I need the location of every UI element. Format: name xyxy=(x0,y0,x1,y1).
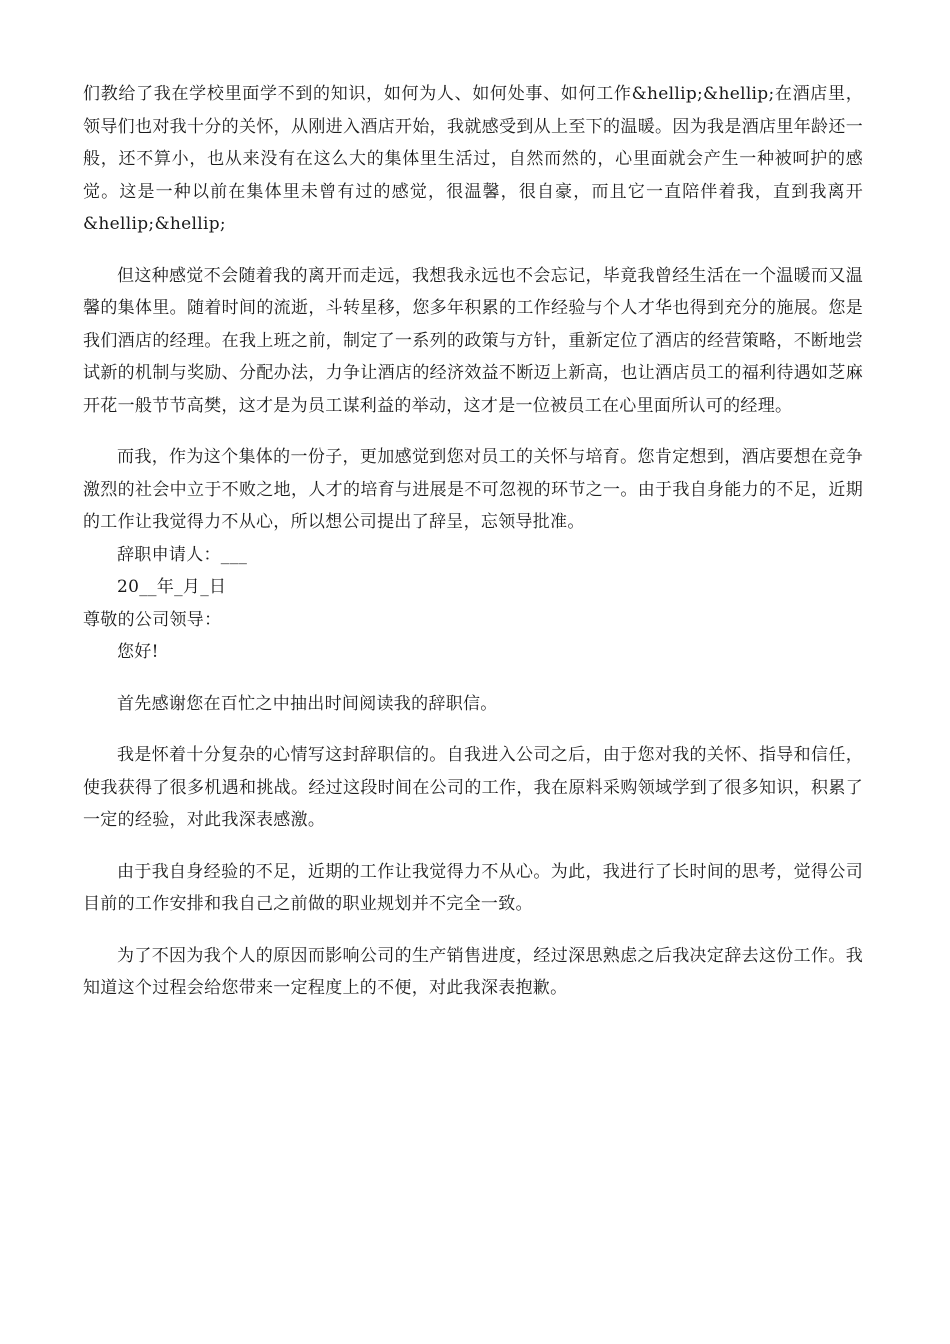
paragraph-thanks: 首先感谢您在百忙之中抽出时间阅读我的辞职信。 xyxy=(117,693,498,714)
salutation: 尊敬的公司领导： xyxy=(83,609,222,630)
greeting: 您好! xyxy=(117,642,159,662)
document-body xyxy=(83,78,863,1005)
paragraph-experience: 我是怀着十分复杂的心情写这封辞职信的。自我进入公司之后，由于您对我的关怀、指导和信任，使我获得了很多机遇和挑战。经过这段时间在公司的工作，我在原料采购领域学到了很多知识，积累了一定的经验，对此我深表感激。 xyxy=(83,745,863,830)
applicant-signature-line: 辞职申请人：___ xyxy=(117,544,248,565)
paragraph-resignation-reason: 而我，作为这个集体的一份子，更加感觉到您对员工的关怀与培育。您肯定想到，酒店要想在竞争激烈的社会中立于不败之地，人才的培育与进展是不可忽视的环节之一。由于我自身能力的不足，近期的工作让我觉得力不从心，所以想公司提出了辞呈，忘领导批准。 xyxy=(83,447,863,532)
date-line: 20__年_月_日 xyxy=(117,577,227,597)
paragraph-decision: 为了不因为我个人的原因而影响公司的生产销售进度，经过深思熟虑之后我决定辞去这份工作。我知道这个过程会给您带来一定程度上的不便，对此我深表抱歉。 xyxy=(83,945,863,998)
paragraph-continued: 们教给了我在学校里面学不到的知识，如何为人、如何处事、如何工作&hellip;&hellip;在酒店里，领导们也对我十分的关怀，从刚进入酒店开始，我就感受到从上至下的温暖。因为我是酒店里年龄还一般，还不算小，也从来没有在这么大的集体里生活过，自然而然的，心里面就会产生一种被呵护的感觉。这是一种以前在集体里未曾有过的感觉，很温馨，很自豪，而且它一直陪伴着我，直到我离开&hellip;&hellip; xyxy=(83,84,863,234)
paragraph-reflection: 由于我自身经验的不足，近期的工作让我觉得力不从心。为此，我进行了长时间的思考，觉得公司目前的工作安排和我自己之前做的职业规划并不完全一致。 xyxy=(83,861,863,914)
paragraph-feeling: 但这种感觉不会随着我的离开而走远，我想我永远也不会忘记，毕竟我曾经生活在一个温暖而又温馨的集体里。随着时间的流逝，斗转星移，您多年积累的工作经验与个人才华也得到充分的施展。您是我们酒店的经理。在我上班之前，制定了一系列的政策与方针，重新定位了酒店的经营策略，不断地尝试新的机制与奖励、分配办法，力争让酒店的经济效益不断迈上新高，也让酒店员工的福利待遇如芝麻开花一般节节高樊，这才是为员工谋利益的举动，这才是一位被员工在心里面所认可的经理。 xyxy=(83,265,863,416)
